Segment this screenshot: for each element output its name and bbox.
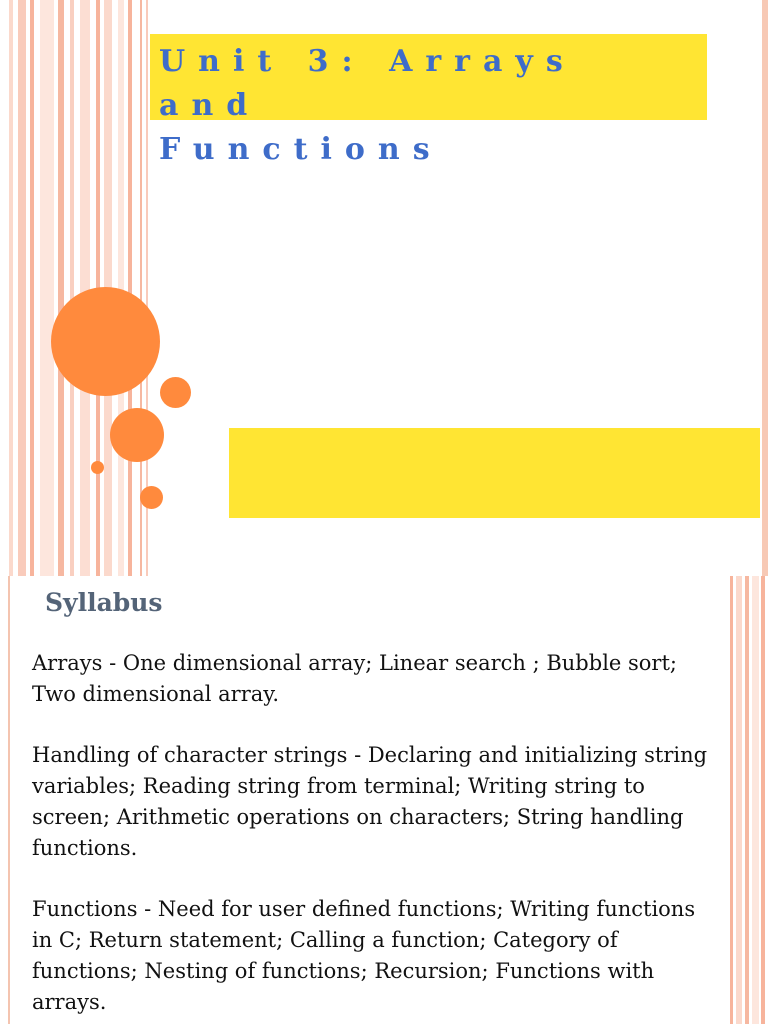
tiny-circle-decoration: [91, 461, 104, 474]
decorative-stripe-right: [762, 0, 768, 576]
title-line-1: Unit 3: Arrays and: [159, 44, 576, 123]
title-banner: [150, 34, 707, 167]
slide-title: [159, 40, 699, 172]
decorative-stripes-right: [728, 576, 768, 1024]
title-line-2: Functions: [159, 132, 443, 167]
medium-circle-decoration: [110, 408, 164, 462]
large-circle-decoration: [51, 287, 160, 396]
small-circle-decoration-2: [140, 486, 163, 509]
syllabus-paragraph-strings: Handling of character strings - Declaring and initializing string variables; Reading string from terminal; Writing string to screen; Arithmetic operations on characters; String handling functions.: [32, 743, 708, 860]
subtitle-banner: [229, 428, 760, 518]
syllabus-slide: [0, 576, 768, 1024]
small-circle-decoration: [160, 377, 191, 408]
syllabus-paragraph-arrays: Arrays - One dimensional array; Linear search ; Bubble sort; Two dimensional array.: [32, 651, 677, 706]
decorative-line-left: [8, 576, 10, 1024]
syllabus-paragraph-functions: Functions - Need for user defined functions; Writing functions in C; Return statement; Calling a function; Category of functions; Nesting of functions; Recursion; Functions with arrays.: [32, 897, 696, 1014]
decorative-stripes-left: [0, 0, 150, 576]
slide-heading: Syllabus: [45, 588, 163, 617]
